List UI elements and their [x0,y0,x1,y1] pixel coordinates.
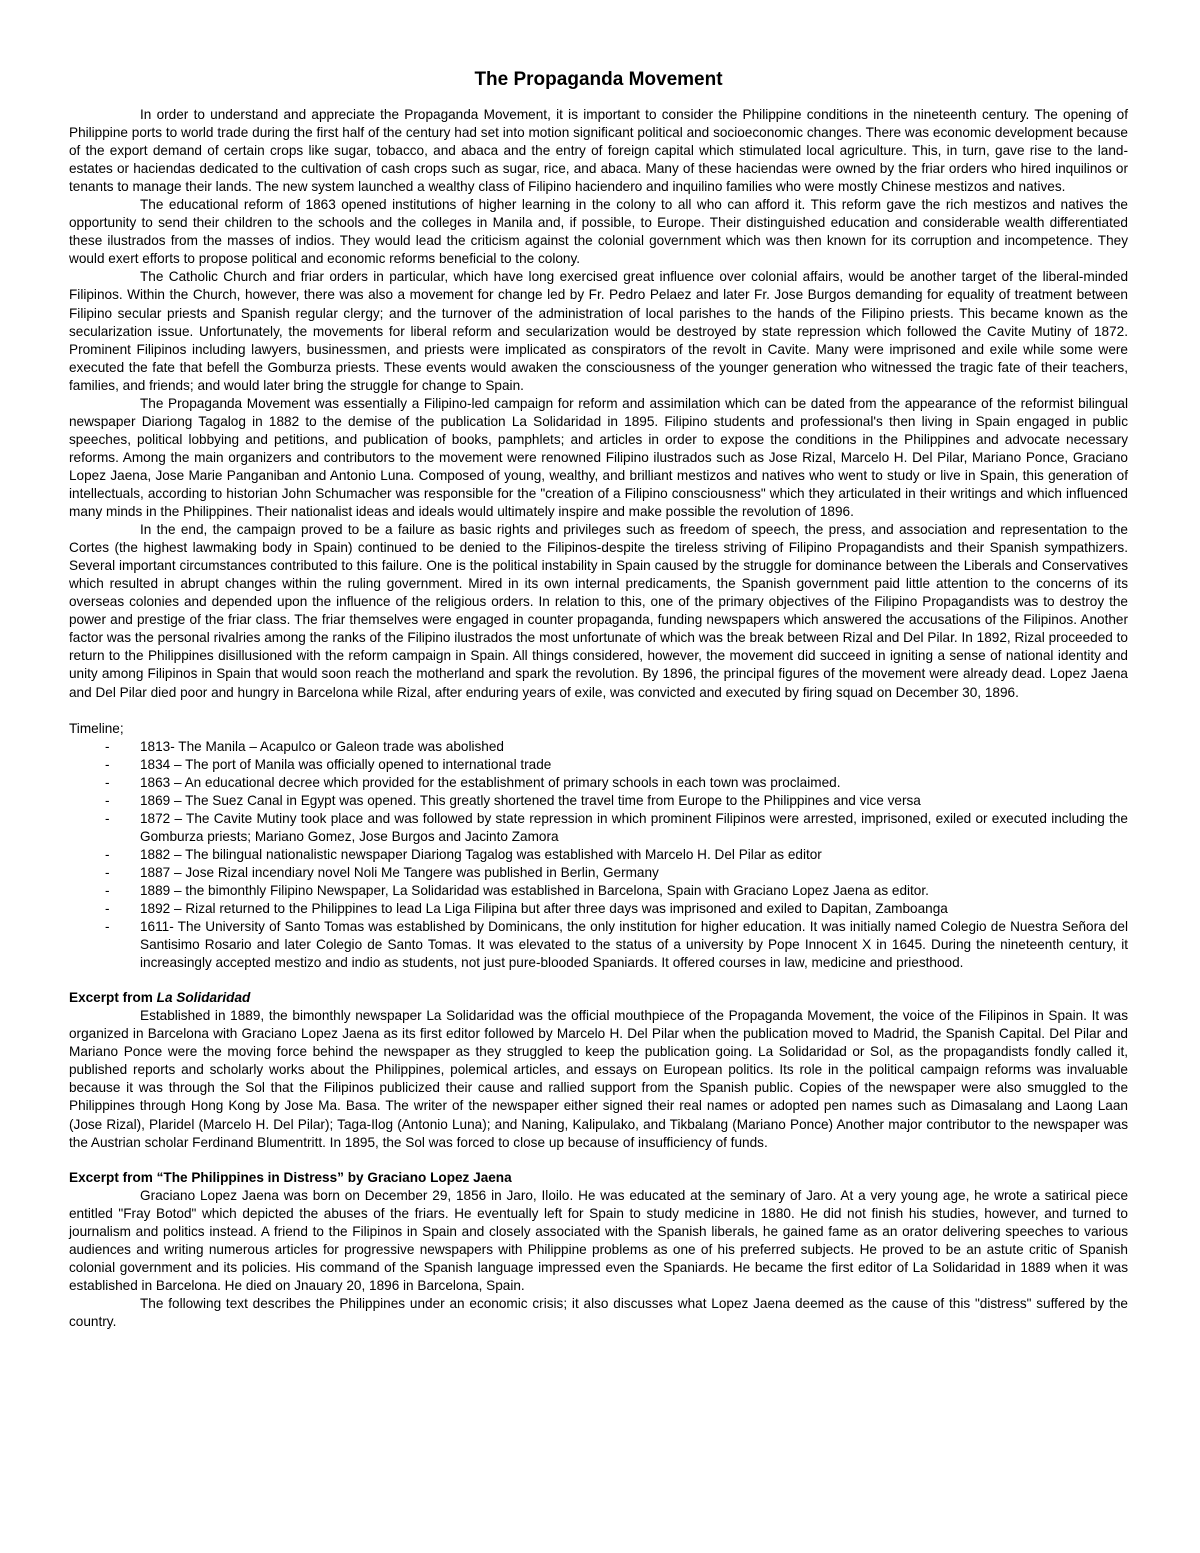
excerpt-philippines-in-distress [69,1169,1128,1331]
intro-paragraph-3: The Catholic Church and friar orders in particular, which have long exercised great influence over colonial affairs, would be another target of the liberal-minded Filipinos. Within the Church, however, there was also a movement for change led by Fr. Pedro Pelaez and later Fr. Jose Burgos demanding for equality of treatment between Filipino secular priests and Spanish regular clergy; and the turnover of the administration of local parishes to the hands of the Filipino priests. This became known as the secularization issue. Unfortunately, the movements for liberal reform and secularization would be destroyed by state repression which followed the Cavite Mutiny of 1872. Prominent Filipinos including lawyers, businessmen, and priests were implicated as conspirators of the revolt in Cavite. Many were imprisoned and exile while some were executed the fate that befell the Gomburza priests. These events would awaken the consciousness of the younger generation who witnessed the tragic fate of their teachers, families, and friends; and would later bring the struggle for change to Spain. [69,269,1128,393]
page-title: The Propaganda Movement [474,69,723,90]
timeline-item-text: 1872 – The Cavite Mutiny took place and was followed by state repression in which prominent Filipinos were arrested, imprisoned, exiled or executed including the Gomburza priests; Mariano Gomez, Jose Burgos and Jacinto Zamora [140,810,1128,844]
dash-bullet: - [105,901,110,917]
timeline-item [69,900,1128,918]
timeline-item-text: 1834 – The port of Manila was officially opened to international trade [140,756,552,772]
excerpt-heading [69,989,1128,1007]
excerpt-la-solidaridad [69,989,1128,1151]
timeline-item [69,756,1128,774]
excerpt-paragraph: Established in 1889, the bimonthly newspaper La Solidaridad was the official mouthpiece of the Propaganda Movement, the voice of the Filipinos in Spain. It was organized in Barcelona with Graciano Lopez Jaena as its first editor followed by Marcelo H. Del Pilar when the publication moved to Madrid, the Spanish Capital. Del Pilar and Mariano Ponce were the moving force behind the newspaper as they struggled to keep the publication going. La Solidaridad or Sol, as the propagandists fondly called it, published reports and scholarly works about the Philippines, polemical articles, and essays on European politics. Its role in the political campaign reforms was invaluable because it was through the Sol that the Filipinos publicized their cause and rallied support from the Spanish public. Copies of the newspaper were also smuggled to the Philippines through Hong Kong by Jose Ma. Basa. The writer of the newspaper either signed their real names or adopted pen names such as Dimasalang and Laong Laan (Jose Rizal), Plaridel (Marcelo H. Del Pilar); Taga-Ilog (Antonio Luna); and Naning, Kalipulako, and Tikbalang (Mariano Ponce) Another major contributor to the newspaper was the Austrian scholar Ferdinand Blumentritt. In 1895, the Sol was forced to close up because of insufficiency of funds. [69,1008,1128,1150]
excerpt-paragraph: Graciano Lopez Jaena was born on December 29, 1856 in Jaro, Iloilo. He was educated at the seminary of Jaro. At a very young age, he wrote a satirical piece entitled "Fray Botod" which depicted the abuses of the friars. He eventually left for Spain to study medicine in 1880. He did not finish his studies, however, and turned to journalism and politics instead. A friend to the Filipinos in Spain and closely associated with the Spanish liberals, he gained fame as an orator delivering speeches to various audiences and writing numerous articles for progressive newspapers with Philippine problems as one of his preferred subjects. He proved to be an astute critic of Spanish colonial government and its policies. His command of the Spanish language impressed even the Spaniards. He became the first editor of La Solidaridad in 1889 when it was established in Barcelona. He died on Jnauary 20, 1896 in Barcelona, Spain. [69,1187,1128,1293]
timeline-item-text: 1892 – Rizal returned to the Philippines to lead La Liga Filipina but after three days was imprisoned and exiled to Dapitan, Zamboanga [140,901,948,917]
timeline-item [69,810,1128,846]
timeline-heading: Timeline; [69,720,124,736]
intro-paragraph-1: In order to understand and appreciate the Propaganda Movement, it is important to consider the Philippine conditions in the nineteenth century. The opening of Philippine ports to world trade during the first half of the century had set into motion significant political and socioeconomic changes. There was economic development because of the export demand of certain crops like sugar, tobacco, and abaca and the entry of foreign capital which stimulated local agriculture. This, in turn, gave rise to the land-estates or haciendas dedicated to the cultivation of cash crops such as sugar, rice, and abaca. Many of these haciendas were owned by the friar orders who hired inquilinos or tenants to manage their lands. The new system launched a wealthy class of Filipino haciendero and inquilino families who were mostly Chinese mestizos and natives. [69,107,1128,195]
timeline-item [69,792,1128,810]
timeline-item-text: 1611- The University of Santo Tomas was established by Dominicans, the only institution for higher education. It was initially named Colegio de Nuestra Señora del Santisimo Rosario and later Colegio de Santo Tomas. It was elevated to the status of a university by Pope Innocent X in 1645. During the nineteenth century, it increasingly accepted mestizo and indio as students, not just pure-blooded Spaniards. It offered courses in law, medicine and priesthood. [140,919,1128,971]
timeline-item-text: 1813- The Manila – Acapulco or Galeon trade was abolished [140,738,504,754]
dash-bullet: - [105,756,110,772]
excerpt-heading-prefix: Excerpt from [69,990,157,1006]
dash-bullet: - [105,919,110,935]
spacer [69,972,1128,989]
excerpt-paragraph: The following text describes the Philippines under an economic crisis; it also discusses what Lopez Jaena deemed as the cause of this "distress" suffered by the country. [69,1295,1128,1329]
timeline-section [69,720,1128,973]
timeline-item-text: 1889 – the bimonthly Filipino Newspaper, La Solidaridad was established in Barcelona, Spain with Graciano Lopez Jaena as editor. [140,882,929,898]
intro-paragraph-2: The educational reform of 1863 opened institutions of higher learning in the colony to all who can afford it. This reform gave the rich mestizos and natives the opportunity to send their children to the schools and the colleges in Manila and, if possible, to Europe. Their distinguished education and considerable wealth differentiated these ilustrados from the masses of indios. They would lead the criticism against the colonial government which was then known for its corruption and incompetence. They would exert efforts to propose political and economic reforms beneficial to the colony. [69,197,1128,267]
spacer [69,702,1128,720]
dash-bullet: - [105,864,110,880]
dash-bullet: - [105,846,110,862]
timeline-item-text: 1863 – An educational decree which provided for the establishment of primary schools in each town was proclaimed. [140,774,841,790]
dash-bullet: - [105,792,110,808]
timeline-item [69,738,1128,756]
spacer [69,1152,1128,1169]
intro-section [69,106,1128,702]
intro-paragraph-5: In the end, the campaign proved to be a failure as basic rights and privileges such as freedom of speech, the press, and association and representation to the Cortes (the highest lawmaking body in Spain) continued to be denied to the Filipinos-despite the tireless striving of Filipino Propagandists and their Spanish sympathizers. Several important circumstances contributed to this failure. One is the political instability in Spain caused by the struggle for dominance between the Liberals and Conservatives which resulted in abrupt changes within the ruling government. Mired in its own internal predicaments, the Spanish government paid little attention to the concerns of its overseas colonies and depended upon the influence of the religious orders. In relation to this, one of the primary objectives of the Filipino Propagandists was to destroy the power and prestige of the friar class. The friar themselves were engaged in counter propaganda, funding newspapers which answered the accusations of the Filipinos. Another factor was the personal rivalries among the ranks of the Filipino ilustrados the most unfortunate of which was the break between Rizal and Del Pilar. In 1892, Rizal proceeded to return to the Philippines disillusioned with the reform campaign in Spain. All things considered, however, the movement did succeed in igniting a sense of national identity and unity among Filipinos in Spain that would soon reach the motherland and spark the revolution. By 1896, the principal figures of the movement were already dead. Lopez Jaena and Del Pilar died poor and hungry in Barcelona while Rizal, after enduring years of exile, was convicted and executed by firing squad on December 30, 1896. [69,522,1128,700]
excerpt-heading-title: La Solidaridad [156,990,251,1006]
timeline-item [69,846,1128,864]
dash-bullet: - [105,882,110,898]
excerpt-heading: Excerpt from “The Philippines in Distress” by Graciano Lopez Jaena [69,1169,512,1185]
timeline-item [69,882,1128,900]
timeline-list [69,738,1128,973]
dash-bullet: - [105,738,110,754]
document-page [69,68,1128,1331]
dash-bullet: - [105,774,110,790]
timeline-item [69,918,1128,972]
dash-bullet: - [105,810,110,826]
timeline-item [69,774,1128,792]
timeline-item-text: 1869 – The Suez Canal in Egypt was opened. This greatly shortened the travel time from Europe to the Philippines and vice versa [140,792,921,808]
timeline-item-text: 1887 – Jose Rizal incendiary novel Noli Me Tangere was published in Berlin, Germany [140,864,659,880]
intro-paragraph-4: The Propaganda Movement was essentially a Filipino-led campaign for reform and assimilation which can be dated from the appearance of the reformist bilingual newspaper Diariong Tagalog in 1882 to the demise of the publication La Solidaridad in 1895. Filipino students and professional's then living in Spain engaged in public speeches, political lobbying and petitions, and publication of books, pamphlets; and articles in order to expose the conditions in the Philippines and advocate necessary reforms. Among the main organizers and contributors to the movement were renowned Filipino ilustrados such as Jose Rizal, Marcelo H. Del Pilar, Mariano Ponce, Graciano Lopez Jaena, Jose Marie Panganiban and Antonio Luna. Composed of young, wealthy, and brilliant mestizos and natives who went to study or live in Spain, this generation of intellectuals, according to historian John Schumacher was responsible for the "creation of a Filipino consciousness" which they articulated in their writings and which influenced many minds in the Philippines. Their nationalist ideas and ideals would ultimately inspire and make possible the revolution of 1896. [69,395,1128,520]
timeline-item-text: 1882 – The bilingual nationalistic newspaper Diariong Tagalog was established with Marcelo H. Del Pilar as editor [140,846,822,862]
timeline-item [69,864,1128,882]
